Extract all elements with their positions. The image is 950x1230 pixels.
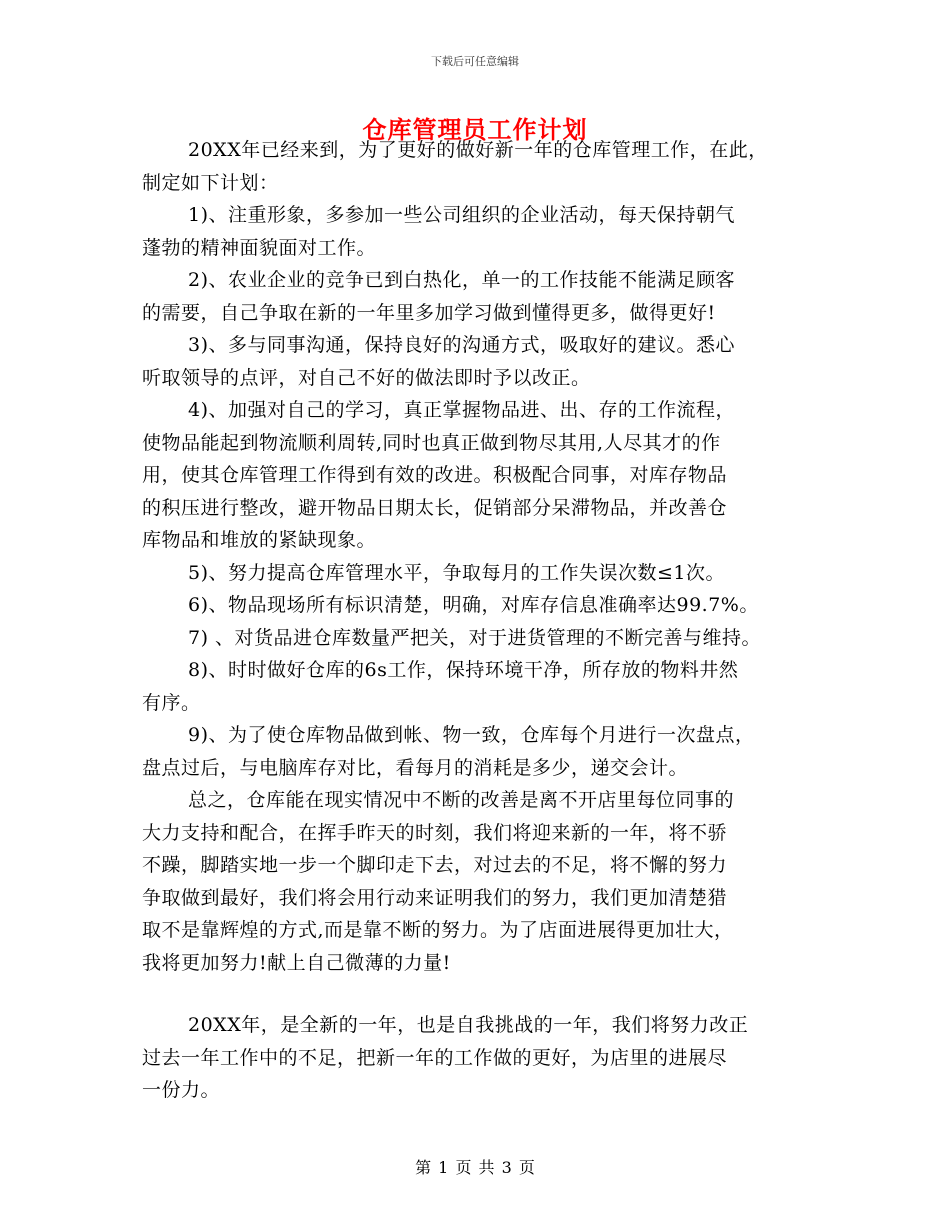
text-line: 1)、注重形象，多参加一些公司组织的企业活动，每天保持朝气 bbox=[188, 204, 736, 226]
text-line: 6)、物品现场所有标识清楚，明确，对库存信息准确率达99.7%。 bbox=[188, 594, 759, 616]
text-line: 制定如下计划： bbox=[142, 171, 279, 194]
text-line: 5)、努力提高仓库管理水平，争取每月的工作失误次数≤1次。 bbox=[188, 561, 726, 584]
text-line: 8)、时时做好仓库的6s工作，保持环境干净，所存放的物料井然 bbox=[188, 659, 739, 681]
text-line: 使物品能起到物流顺利周转,同时也真正做到物尽其用,人尽其才的作 bbox=[142, 431, 721, 454]
text-line: 不躁，脚踏实地一步一个脚印走下去，对过去的不足，将不懈的努力 bbox=[142, 854, 728, 876]
text-line: 过去一年工作中的不足，把新一年的工作做的更好，为店里的进展尽 bbox=[142, 1046, 728, 1069]
text-line: 盘点过后，与电脑库存对比，看每月的消耗是多少，递交会计。 bbox=[142, 756, 689, 779]
document-body bbox=[142, 134, 822, 1107]
text-line: 争取做到最好，我们将会用行动来证明我们的努力，我们更加清楚猎 bbox=[142, 886, 728, 909]
text-line: 的需要，自己争取在新的一年里多加学习做到懂得更多，做得更好! bbox=[142, 301, 716, 324]
document-title: 仓库管理员工作计划 bbox=[362, 115, 588, 144]
header-note: 下载后可任意编辑 bbox=[431, 55, 519, 68]
text-line: 蓬勃的精神面貌面对工作。 bbox=[142, 236, 377, 259]
main-paragraphs bbox=[142, 134, 822, 979]
paragraph-gap bbox=[142, 979, 822, 1009]
page-footer: 第 1 页 共 3 页 bbox=[415, 1158, 535, 1177]
text-line: 2)、农业企业的竞争已到白热化，单一的工作技能不能满足顾客 bbox=[188, 269, 736, 291]
text-line: 我将更加努力!献上自己微薄的力量! bbox=[142, 951, 451, 974]
text-line: 20XX年已经来到，为了更好的做好新一年的仓库管理工作，在此， bbox=[188, 139, 768, 161]
text-line: 总之，仓库能在现实情况中不断的改善是离不开店里每位同事的 bbox=[188, 789, 735, 811]
text-line: 听取领导的点评，对自己不好的做法即时予以改正。 bbox=[142, 366, 591, 389]
text-line: 3)、多与同事沟通，保持良好的沟通方式，吸取好的建议。悉心 bbox=[188, 334, 736, 356]
text-line: 的积压进行整改，避开物品日期太长，促销部分呆滞物品，并改善仓 bbox=[142, 496, 728, 519]
text-line: 大力支持和配合，在挥手昨天的时刻，我们将迎来新的一年，将不骄 bbox=[142, 821, 728, 844]
text-line: 4)、加强对自己的学习，真正掌握物品进、出、存的工作流程， bbox=[188, 399, 736, 421]
text-line: 库物品和堆放的紧缺现象。 bbox=[142, 529, 377, 551]
text-line: 一份力。 bbox=[142, 1079, 221, 1101]
text-line: 7) 、对货品进仓库数量严把关，对于进货管理的不断完善与维持。 bbox=[188, 626, 762, 649]
text-line: 取不是靠辉煌的方式,而是靠不断的努力。为了店面进展得更加壮大， bbox=[142, 919, 734, 941]
text-line: 20XX年，是全新的一年，也是自我挑战的一年，我们将努力改正 bbox=[188, 1014, 749, 1036]
closing-paragraph bbox=[142, 1009, 822, 1107]
text-line: 9)、为了使仓库物品做到帐、物一致，仓库每个月进行一次盘点， bbox=[188, 724, 755, 746]
text-line: 有序。 bbox=[142, 691, 201, 714]
text-line: 用，使其仓库管理工作得到有效的改进。积极配合同事，对库存物品 bbox=[142, 464, 728, 486]
